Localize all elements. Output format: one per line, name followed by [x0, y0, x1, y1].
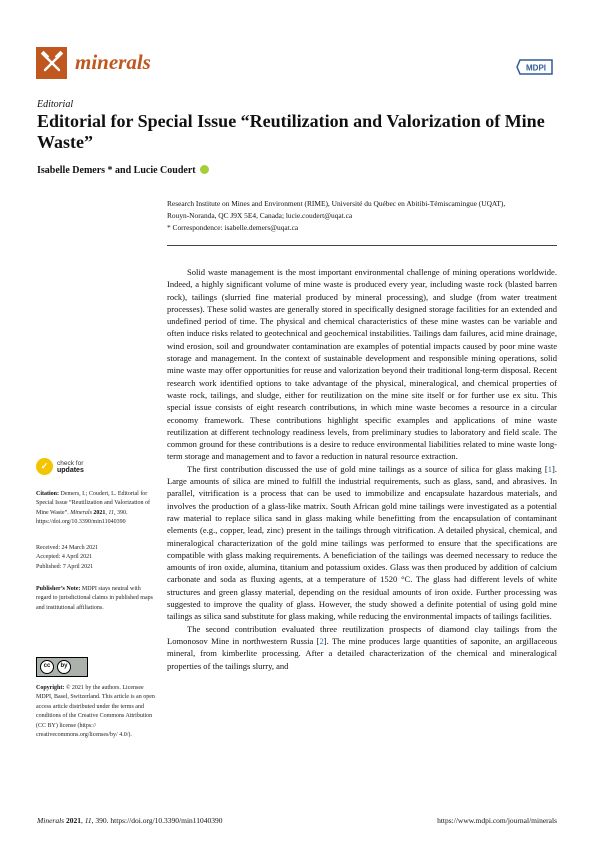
paragraph-3-text-b: ]. The mine produces large quantities of saponite, an argillaceous mineral, from kimberlite processing. After a detailed characterization of the chemical and mineralogical properties of the tailings slurry, and [167, 635, 557, 671]
footer-year: 2021 [64, 816, 81, 825]
divider [167, 245, 557, 246]
reference-link-2[interactable]: 2 [319, 635, 324, 646]
mdpi-logo-text: MDPI [526, 63, 546, 73]
affiliation-line-2: Rouyn-Noranda, QC J9X 5E4, Canada; lucie.coudert@uqat.ca [167, 211, 353, 220]
paragraph-2 [167, 463, 557, 623]
reference-link-1[interactable]: 1 [547, 463, 553, 474]
copyright-block [36, 684, 156, 740]
accepted-date: Accepted: 4 April 2021 [36, 554, 93, 561]
citation-journal: Minerals [70, 509, 92, 516]
paragraph-3 [167, 623, 557, 672]
affiliation-line-1: Research Institute on Mines and Environment (RIME), Université du Québec en Abitibi-Témiscamingue (UQAT), [167, 199, 506, 208]
footer-citation [37, 816, 223, 825]
copyright-label: Copyright: [36, 685, 65, 691]
publisher-note [36, 585, 156, 613]
citation-label: Citation: [36, 491, 59, 497]
citation-text: Demers, I.; Coudert, L. Editorial for Special Issue “Reutilization and Valorization of Mine Waste”. [36, 491, 151, 516]
check-for-updates-label [57, 460, 84, 474]
copyright-text: © 2021 by the authors. Licensee MDPI, Basel, Switzerland. This article is an open access article distributed under the terms and conditions of the Creative Commons Attribution (CC BY) license (https:// creativecommons.org/licenses/by/ 4.0/). [36, 685, 155, 739]
footer-doi[interactable]: , 390. https://doi.org/10.3390/min11040390 [91, 816, 223, 825]
cc-icon: cc [40, 660, 54, 674]
published-date: Published: 7 April 2021 [36, 563, 94, 570]
footer-journal: Minerals [37, 816, 65, 825]
citation-block [36, 490, 156, 528]
affiliations [167, 198, 557, 234]
paragraph-2-text-a: The first contribution discussed the use of gold mine tailings as a source of silica for glass making [ [187, 463, 548, 474]
article-title: Editorial for Special Issue “Reutilization and Valorization of Mine Waste” [37, 111, 545, 152]
cc-by-license-badge[interactable] [36, 657, 88, 677]
check-label-2: updates [57, 466, 84, 474]
correspondence: * Correspondence: isabelle.demers@uqat.ca [167, 223, 299, 232]
publisher-note-label: Publisher’s Note: [36, 586, 81, 592]
check-label-1: check for [57, 459, 84, 467]
footer-separator: , [80, 816, 85, 825]
paragraph-1: Solid waste management is the most important environmental challenge of mining operations worldwide. Indeed, a highly significant volume of mine waste is produced every year, including waste rock (blasted barren rock), tailings (slurried fine material produced by mineral processing), and sludge (from water treatment processes). These solid wastes are generally stored in specifically designed storage facilities for an extended and undefined period of time. The physical and chemical characteristics of these mine wastes can be variable and often induce risks related to geotechnical and geochemical instabilities. Tailings dam failures, acid mine drainage, wind erosion, soil and groundwater contamination are examples of potential impacts caused by poor mine waste storage and management. In the context of sustainable development and responsible mining operations, solid mine waste may offer opportunities for reuse and valorization beyond their traditional long-term disposal. Recent research work identified options to take advantage of the physical, mineralogical, and chemical properties of waste rock, tailings, and sludge, either for reutilization on the mine site itself or for further use ex situ. This special issue consists of eight research contributions, in which mine waste becomes a resource in a circular economy framework. These contributions highlight specific examples and applications of mine waste reutilization at different technology readiness levels, from preliminary studies to laboratory and field scale. The common ground for these contributions is a desire to reduce environmental liabilities related to mine waste long-term storage and management and to favor a reduction in natural resource extraction. [167, 267, 557, 462]
crossed-hammers-icon [39, 50, 65, 76]
paragraph-3-text-a: The second contribution evaluated three reutilization prospects of diamond clay tailings from the Lomonosov Mine in northwestern Russia [ [167, 623, 557, 646]
check-for-updates-icon: ✓ [36, 458, 53, 475]
article-type: Editorial [37, 99, 74, 110]
mdpi-logo [516, 57, 556, 77]
orcid-icon[interactable] [200, 165, 209, 174]
author-names: Isabelle Demers * and Lucie Coudert [37, 165, 196, 176]
paragraph-2-text-b: ]. Large amounts of silica are mined to fulfill the industrial requirements, such as glass, sand, and abrasives. In parallel, vitrification is a process that can be used to immobilize and encapsulate hazardous materials, and involves the production of a glass-like matrix. South African gold mine tailings were investigated as a potential raw material to replace silica sand in glass making while benefitting from the encapsulation of contaminant elements (e.g., copper, lead, zinc) present in the tailings through vitrification. A detailed physical, chemical, and mineralogical characterization of the gold mine tailings was performed to ensure that the specifications are compatible with glass making requirements. A beneficiation of the tailings was deemed necessary to reduce the amounts of iron oxide, alumina, titanium and potassium oxides. Glass was then produced by addition of calcium carbonate and soda as fluxing agents, at a temperature of 1520 °C. The glass had different levels of white structures and green glassy material, depending on the residual amounts of iron oxide. Further processing was suggested to improve the quality of glass. However, the study showed a definite potential of using gold mine tailings as silica sand substitute for glass making, while reducing the environmental impacts of tailings facilities. [167, 463, 557, 622]
journal-logo [36, 47, 67, 79]
citation-doi[interactable]: , 390. https://doi.org/10.3390/min11040390 [36, 509, 128, 526]
authors [37, 165, 209, 176]
publisher-note-text: MDPI stays neutral with regard to jurisdictional claims in published maps and institutional affiliations. [36, 586, 153, 611]
citation-volume: 11 [108, 509, 114, 516]
check-for-updates-button[interactable] [36, 458, 84, 475]
article-body [167, 266, 557, 672]
dates-block [36, 544, 156, 572]
journal-name: minerals [75, 50, 151, 74]
footer-journal-url[interactable]: https://www.mdpi.com/journal/minerals [437, 816, 557, 825]
by-icon: by [57, 660, 71, 674]
citation-separator: , [105, 509, 109, 516]
footer-volume: 11 [84, 816, 92, 825]
received-date: Received: 24 March 2021 [36, 545, 99, 551]
citation-year: 2021 [91, 509, 106, 516]
